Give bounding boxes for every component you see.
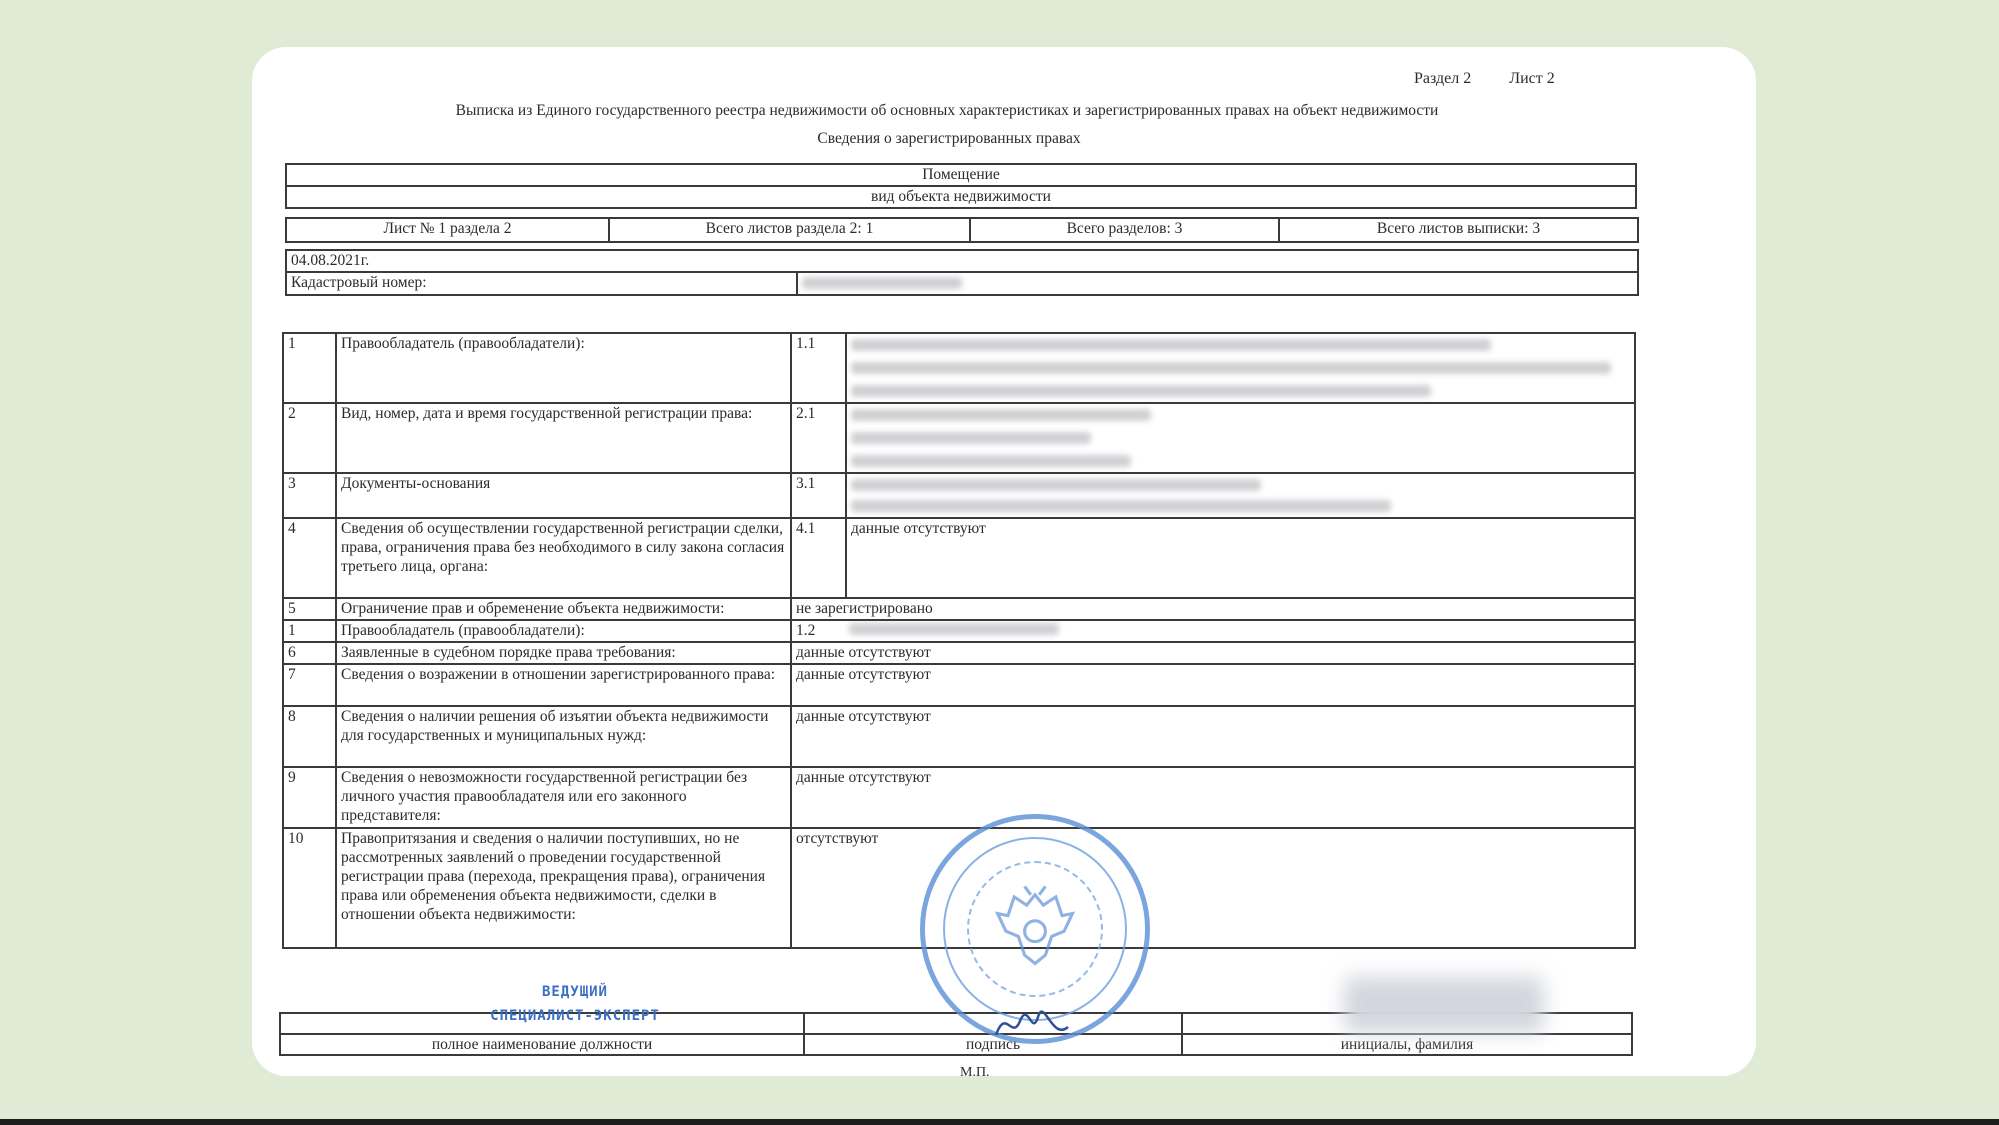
- row-label: Правообладатель (правообладатели):: [336, 333, 791, 403]
- job-title-stamp: [470, 980, 680, 1028]
- row-value: отсутствуют: [791, 828, 1635, 948]
- row-number: 5: [283, 598, 336, 620]
- sheet-info-table: [285, 217, 1639, 243]
- sheet-number: Лист № 1 раздела 2: [286, 218, 609, 242]
- row-value: данные отсутствуют: [791, 767, 1635, 828]
- extract-date: 04.08.2021г.: [286, 250, 1638, 272]
- sheet-label: Лист 2: [1509, 70, 1555, 87]
- document-title: Выписка из Единого государственного реестра недвижимости об основных характеристиках и зарегистрированных правах на объект недвижимости: [455, 102, 1439, 119]
- row-subnumber: 1.1: [791, 333, 846, 403]
- row-label: Вид, номер, дата и время государственной регистрации права:: [336, 403, 791, 473]
- cadastral-number-redacted: [802, 277, 962, 289]
- row-label: Сведения об осуществлении государственной регистрации сделки, права, ограничения права без необходимого в силу закона согласия третьего лица, органа:: [336, 518, 791, 598]
- row-label: Сведения о наличии решения об изъятии объекта недвижимости для государственных и муниципальных нужд:: [336, 706, 791, 767]
- row-subnumber: 4.1: [791, 518, 846, 598]
- row-number: 1: [283, 333, 336, 403]
- row-value: данные отсутствуют: [791, 706, 1635, 767]
- row-number: 10: [283, 828, 336, 948]
- row-value: [791, 620, 1635, 642]
- cadastral-table: [285, 249, 1639, 296]
- table-row: [283, 706, 1635, 767]
- total-sheets-extract: Всего листов выписки: 3: [1279, 218, 1638, 242]
- table-row: [283, 664, 1635, 706]
- cadastral-value: [797, 272, 1638, 295]
- document-card: [252, 47, 1756, 1076]
- row-number: 4: [283, 518, 336, 598]
- table-row: [283, 598, 1635, 620]
- row-value: не зарегистрировано: [791, 598, 1635, 620]
- table-row: [283, 642, 1635, 664]
- row-value-redacted: [846, 473, 1635, 518]
- row-subnumber: 1.2: [796, 622, 816, 639]
- job-title-line2: СПЕЦИАЛИСТ-ЭКСПЕРТ: [490, 1008, 660, 1024]
- table-row: [283, 767, 1635, 828]
- row-value-redacted: [846, 403, 1635, 473]
- row-label: Сведения о возражении в отношении зарегистрированного права:: [336, 664, 791, 706]
- table-row: [283, 620, 1635, 642]
- row-value-redacted: [846, 333, 1635, 403]
- row-label: Заявленные в судебном порядке права требования:: [336, 642, 791, 664]
- table-row: [283, 403, 1635, 473]
- row-label: Правообладатель (правообладатели):: [336, 620, 791, 642]
- row-label: Правопритязания и сведения о наличии поступивших, но не рассмотренных заявлений о проведении государственной регистрации права (перехода, прекращения права), ограничения права или обременения объекта недвижимости, сделки в отношении объекта недвижимости:: [336, 828, 791, 948]
- bottom-bar: [0, 1119, 1999, 1125]
- row-number: 2: [283, 403, 336, 473]
- table-row: [283, 333, 1635, 403]
- handwritten-signature: [992, 997, 1072, 1047]
- cadastral-label: Кадастровый номер:: [286, 272, 797, 295]
- row-number: 3: [283, 473, 336, 518]
- eagle-emblem-icon: [983, 874, 1087, 978]
- object-type-table: [285, 163, 1637, 209]
- row-label: Сведения о невозможности государственной регистрации без личного участия правообладателя или его законного представителя:: [336, 767, 791, 828]
- position-caption: полное наименование должности: [280, 1034, 804, 1055]
- document-subtitle: Сведения о зарегистрированных правах: [817, 130, 1081, 147]
- name-redacted: [1344, 977, 1544, 1033]
- total-sheets-section: Всего листов раздела 2: 1: [609, 218, 970, 242]
- table-row: [283, 518, 1635, 598]
- signature-caption: подпись: [804, 1034, 1182, 1055]
- document-scan: [252, 47, 1756, 1076]
- row-value: данные отсутствуют: [791, 642, 1635, 664]
- row-value: данные отсутствуют: [791, 664, 1635, 706]
- job-title-line1: ВЕДУЩИЙ: [541, 984, 608, 1000]
- row-number: 8: [283, 706, 336, 767]
- row-number: 9: [283, 767, 336, 828]
- row-label: Ограничение прав и обременение объекта недвижимости:: [336, 598, 791, 620]
- row-label: Документы-основания: [336, 473, 791, 518]
- holder-redacted: [849, 623, 1059, 635]
- row-subnumber: 3.1: [791, 473, 846, 518]
- object-type-value: Помещение: [286, 164, 1636, 186]
- name-caption: инициалы, фамилия: [1182, 1034, 1632, 1055]
- section-marker: [1414, 69, 1555, 88]
- stamp-place-label: М.П.: [960, 1065, 990, 1076]
- object-type-caption: вид объекта недвижимости: [286, 186, 1636, 208]
- row-value: данные отсутствуют: [846, 518, 1635, 598]
- row-number: 7: [283, 664, 336, 706]
- section-label: Раздел 2: [1414, 70, 1472, 87]
- row-subnumber: 2.1: [791, 403, 846, 473]
- table-row: [283, 473, 1635, 518]
- row-number: 6: [283, 642, 336, 664]
- total-sections: Всего разделов: 3: [970, 218, 1279, 242]
- row-number: 1: [283, 620, 336, 642]
